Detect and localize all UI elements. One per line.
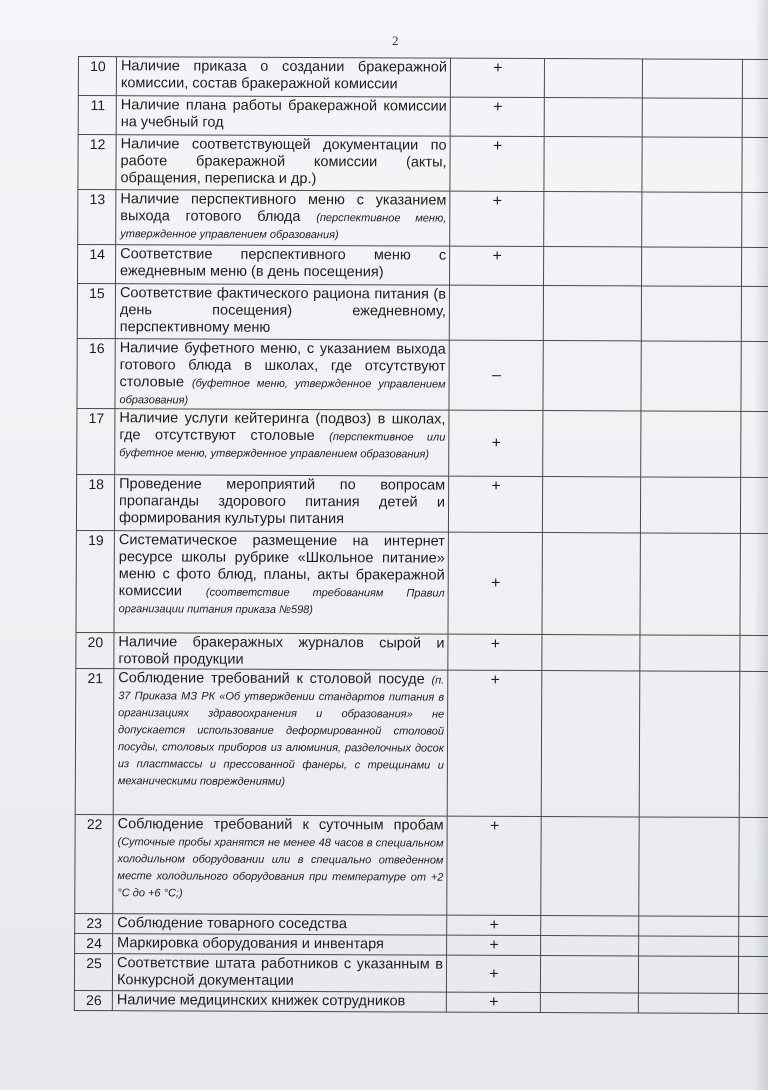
requirement-text: Соответствие перспективного меню с ежедневным меню (в день посещения) (120, 246, 447, 281)
row-requirement (114, 531, 448, 634)
row-number: 14 (78, 245, 116, 284)
empty-cell (640, 533, 740, 635)
empty-cell (542, 477, 640, 533)
requirement-note: (перспективное меню, утвержденное управлением образования) (120, 212, 447, 242)
empty-cell (544, 59, 642, 98)
row-number: 11 (78, 96, 116, 135)
row-number: 25 (74, 953, 112, 990)
requirement-text: Наличие перспективного меню с указанием выхода готового блюда (120, 191, 447, 225)
empty-cell (541, 671, 640, 817)
empty-cell (540, 956, 638, 993)
row-mark: + (447, 816, 541, 915)
requirement-note: (п. 37 Приказа МЗ РК «Об утверждении стандартов питания в организациях здравоохранения и образования» не допускается использование деформированной столовой посуды, столовых приборов из алюминия, разделочных досок из пластмассы и прессованной фанеры, с трещинами и механическими повреждениями) (117, 674, 445, 788)
table-row (75, 668, 768, 817)
row-requirement (112, 954, 446, 992)
row-requirement (116, 245, 450, 285)
row-number: 12 (78, 135, 116, 190)
table-row (78, 190, 768, 248)
row-mark: + (448, 476, 542, 532)
table-row (77, 284, 768, 342)
requirement-text: Наличие плана работы бракеражной комиссии на учебный год (120, 97, 447, 131)
empty-cell (639, 916, 739, 936)
empty-cell (544, 247, 642, 286)
row-requirement (113, 669, 448, 816)
empty-cell (544, 137, 642, 192)
row-number: 21 (75, 668, 114, 814)
empty-cell (740, 477, 768, 533)
empty-cell (739, 936, 768, 956)
row-mark: + (450, 58, 544, 97)
requirement-note: (перспективное или буфетное меню, утвержденное управлением образования) (119, 431, 446, 461)
table-row (78, 135, 768, 193)
row-mark: + (448, 634, 542, 670)
empty-cell (739, 916, 768, 936)
table-row (78, 57, 768, 99)
requirement-text: Наличие буфетного меню, с указанием выхода готового блюда в школах, где отсутствуют столовые (119, 340, 446, 391)
empty-cell (642, 137, 742, 192)
row-requirement (116, 135, 450, 191)
row-mark: – (449, 340, 543, 410)
empty-cell (738, 956, 768, 993)
empty-cell (543, 341, 641, 411)
table-row (76, 632, 768, 671)
empty-cell (641, 411, 741, 477)
requirement-text: Проведение мероприятий по вопросам пропаганды здорового питания детей и формирования культуры питания (118, 476, 446, 528)
requirement-text: Маркировка оборудования и инвентаря (117, 935, 384, 953)
row-number: 18 (76, 474, 114, 530)
empty-cell (641, 341, 741, 411)
empty-cell (638, 993, 738, 1013)
row-mark: + (447, 915, 541, 935)
empty-cell (543, 286, 641, 341)
row-mark: + (446, 992, 540, 1012)
table-row (78, 96, 768, 138)
requirement-text: Наличие приказа о создании бракеражной комиссии, состав бракеражной комиссии (120, 58, 447, 93)
row-mark: + (450, 246, 544, 285)
empty-cell (738, 993, 768, 1013)
table-row (78, 245, 768, 287)
page-number: 2 (392, 33, 399, 48)
row-requirement (116, 96, 450, 136)
empty-cell (542, 635, 640, 671)
empty-cell (742, 98, 768, 137)
requirement-note: (Суточные пробы хранятся не менее 48 часов в специальном холодильном оборудовании или в специально отведенном месте холодильного оборудования при температуре от +2 °С до +6 °С;) (117, 836, 444, 900)
checklist-body (74, 57, 768, 1014)
empty-cell (642, 59, 742, 98)
empty-cell (642, 98, 742, 137)
row-number: 23 (75, 913, 113, 933)
row-number: 24 (75, 933, 113, 953)
empty-cell (739, 671, 768, 817)
requirement-text: Наличие соответствующей документации по работе бракеражной комиссии (акты, обращения, переписка и др.) (120, 136, 447, 188)
row-mark: + (450, 191, 544, 246)
empty-cell (639, 936, 739, 956)
checklist-table (74, 56, 768, 1014)
empty-cell (541, 817, 639, 916)
table-row (76, 474, 768, 533)
requirement-text: Соблюдение требований к столовой посуде (118, 670, 425, 688)
row-requirement (113, 815, 447, 915)
requirement-text: Наличие бракеражных журналов сырой и готовой продукции (118, 634, 445, 668)
empty-cell (639, 671, 740, 817)
empty-cell (544, 98, 642, 137)
row-number: 15 (77, 284, 115, 339)
empty-cell (544, 192, 642, 247)
requirement-text: Наличие услуги кейтеринга (подвоз) в школах, где отсутствуют столовые (119, 410, 446, 445)
row-number: 17 (77, 408, 115, 474)
empty-cell (740, 533, 768, 635)
empty-cell (640, 477, 740, 533)
empty-cell (641, 286, 741, 341)
row-requirement (113, 914, 447, 935)
row-mark: + (450, 97, 544, 136)
empty-cell (642, 192, 742, 247)
empty-cell (639, 817, 739, 916)
requirement-text: Наличие медицинских книжек сотрудников (116, 992, 406, 1010)
empty-cell (642, 247, 742, 286)
row-number: 20 (76, 632, 114, 668)
row-number: 26 (74, 990, 112, 1010)
requirement-text: Соответствие фактического рациона питания (в день посещения) ежедневному, перспективному меню (119, 285, 446, 336)
empty-cell (541, 916, 639, 936)
empty-cell (638, 956, 738, 993)
empty-cell (742, 137, 768, 192)
row-mark: + (450, 136, 544, 191)
row-requirement (114, 633, 448, 670)
row-requirement (113, 934, 447, 955)
requirement-note: (буфетное меню, утвержденное управлением образования) (119, 377, 446, 407)
row-mark: + (447, 935, 541, 955)
empty-cell (741, 286, 768, 341)
row-mark: + (446, 955, 540, 992)
table-row (74, 990, 768, 1013)
table-row (77, 338, 768, 411)
row-requirement (115, 284, 449, 340)
row-number: 22 (75, 814, 113, 913)
row-requirement (115, 409, 449, 476)
row-number: 10 (78, 57, 116, 96)
row-mark: + (449, 410, 543, 476)
table-row (77, 408, 768, 477)
row-number: 16 (77, 338, 115, 408)
row-mark: + (447, 670, 542, 816)
requirement-text: Соблюдение требований к суточным пробам (117, 816, 444, 834)
requirement-note: (соответствие требованиям Правил организации питания приказа №598) (118, 586, 445, 617)
row-requirement (116, 57, 450, 97)
empty-cell (742, 192, 768, 247)
requirement-text: Соответствие штата работников с указанным в Конкурсной документации (116, 955, 444, 989)
empty-cell (741, 411, 768, 477)
table-row (75, 814, 768, 916)
row-mark: + (448, 532, 542, 634)
empty-cell (540, 993, 638, 1013)
row-number: 13 (78, 190, 116, 245)
row-number: 19 (76, 530, 114, 632)
empty-cell (741, 341, 768, 411)
row-requirement (112, 991, 446, 1012)
row-requirement (115, 339, 449, 410)
empty-cell (542, 533, 640, 635)
requirement-text: Систематическое размещение на интернет ресурсе школы рубрике «Школьное питание» меню с фото блюд, планы, акты бракеражной комиссии (118, 532, 445, 600)
requirement-text: Соблюдение товарного соседства (117, 915, 347, 933)
empty-cell (543, 411, 641, 477)
empty-cell (742, 247, 768, 286)
row-requirement (116, 190, 450, 246)
row-requirement (114, 475, 448, 532)
empty-cell (742, 59, 768, 98)
empty-cell (541, 936, 639, 956)
empty-cell (739, 817, 768, 916)
empty-cell (640, 635, 740, 671)
row-mark (449, 285, 543, 340)
table-row (76, 530, 768, 635)
table-row (74, 953, 768, 993)
empty-cell (740, 635, 768, 671)
